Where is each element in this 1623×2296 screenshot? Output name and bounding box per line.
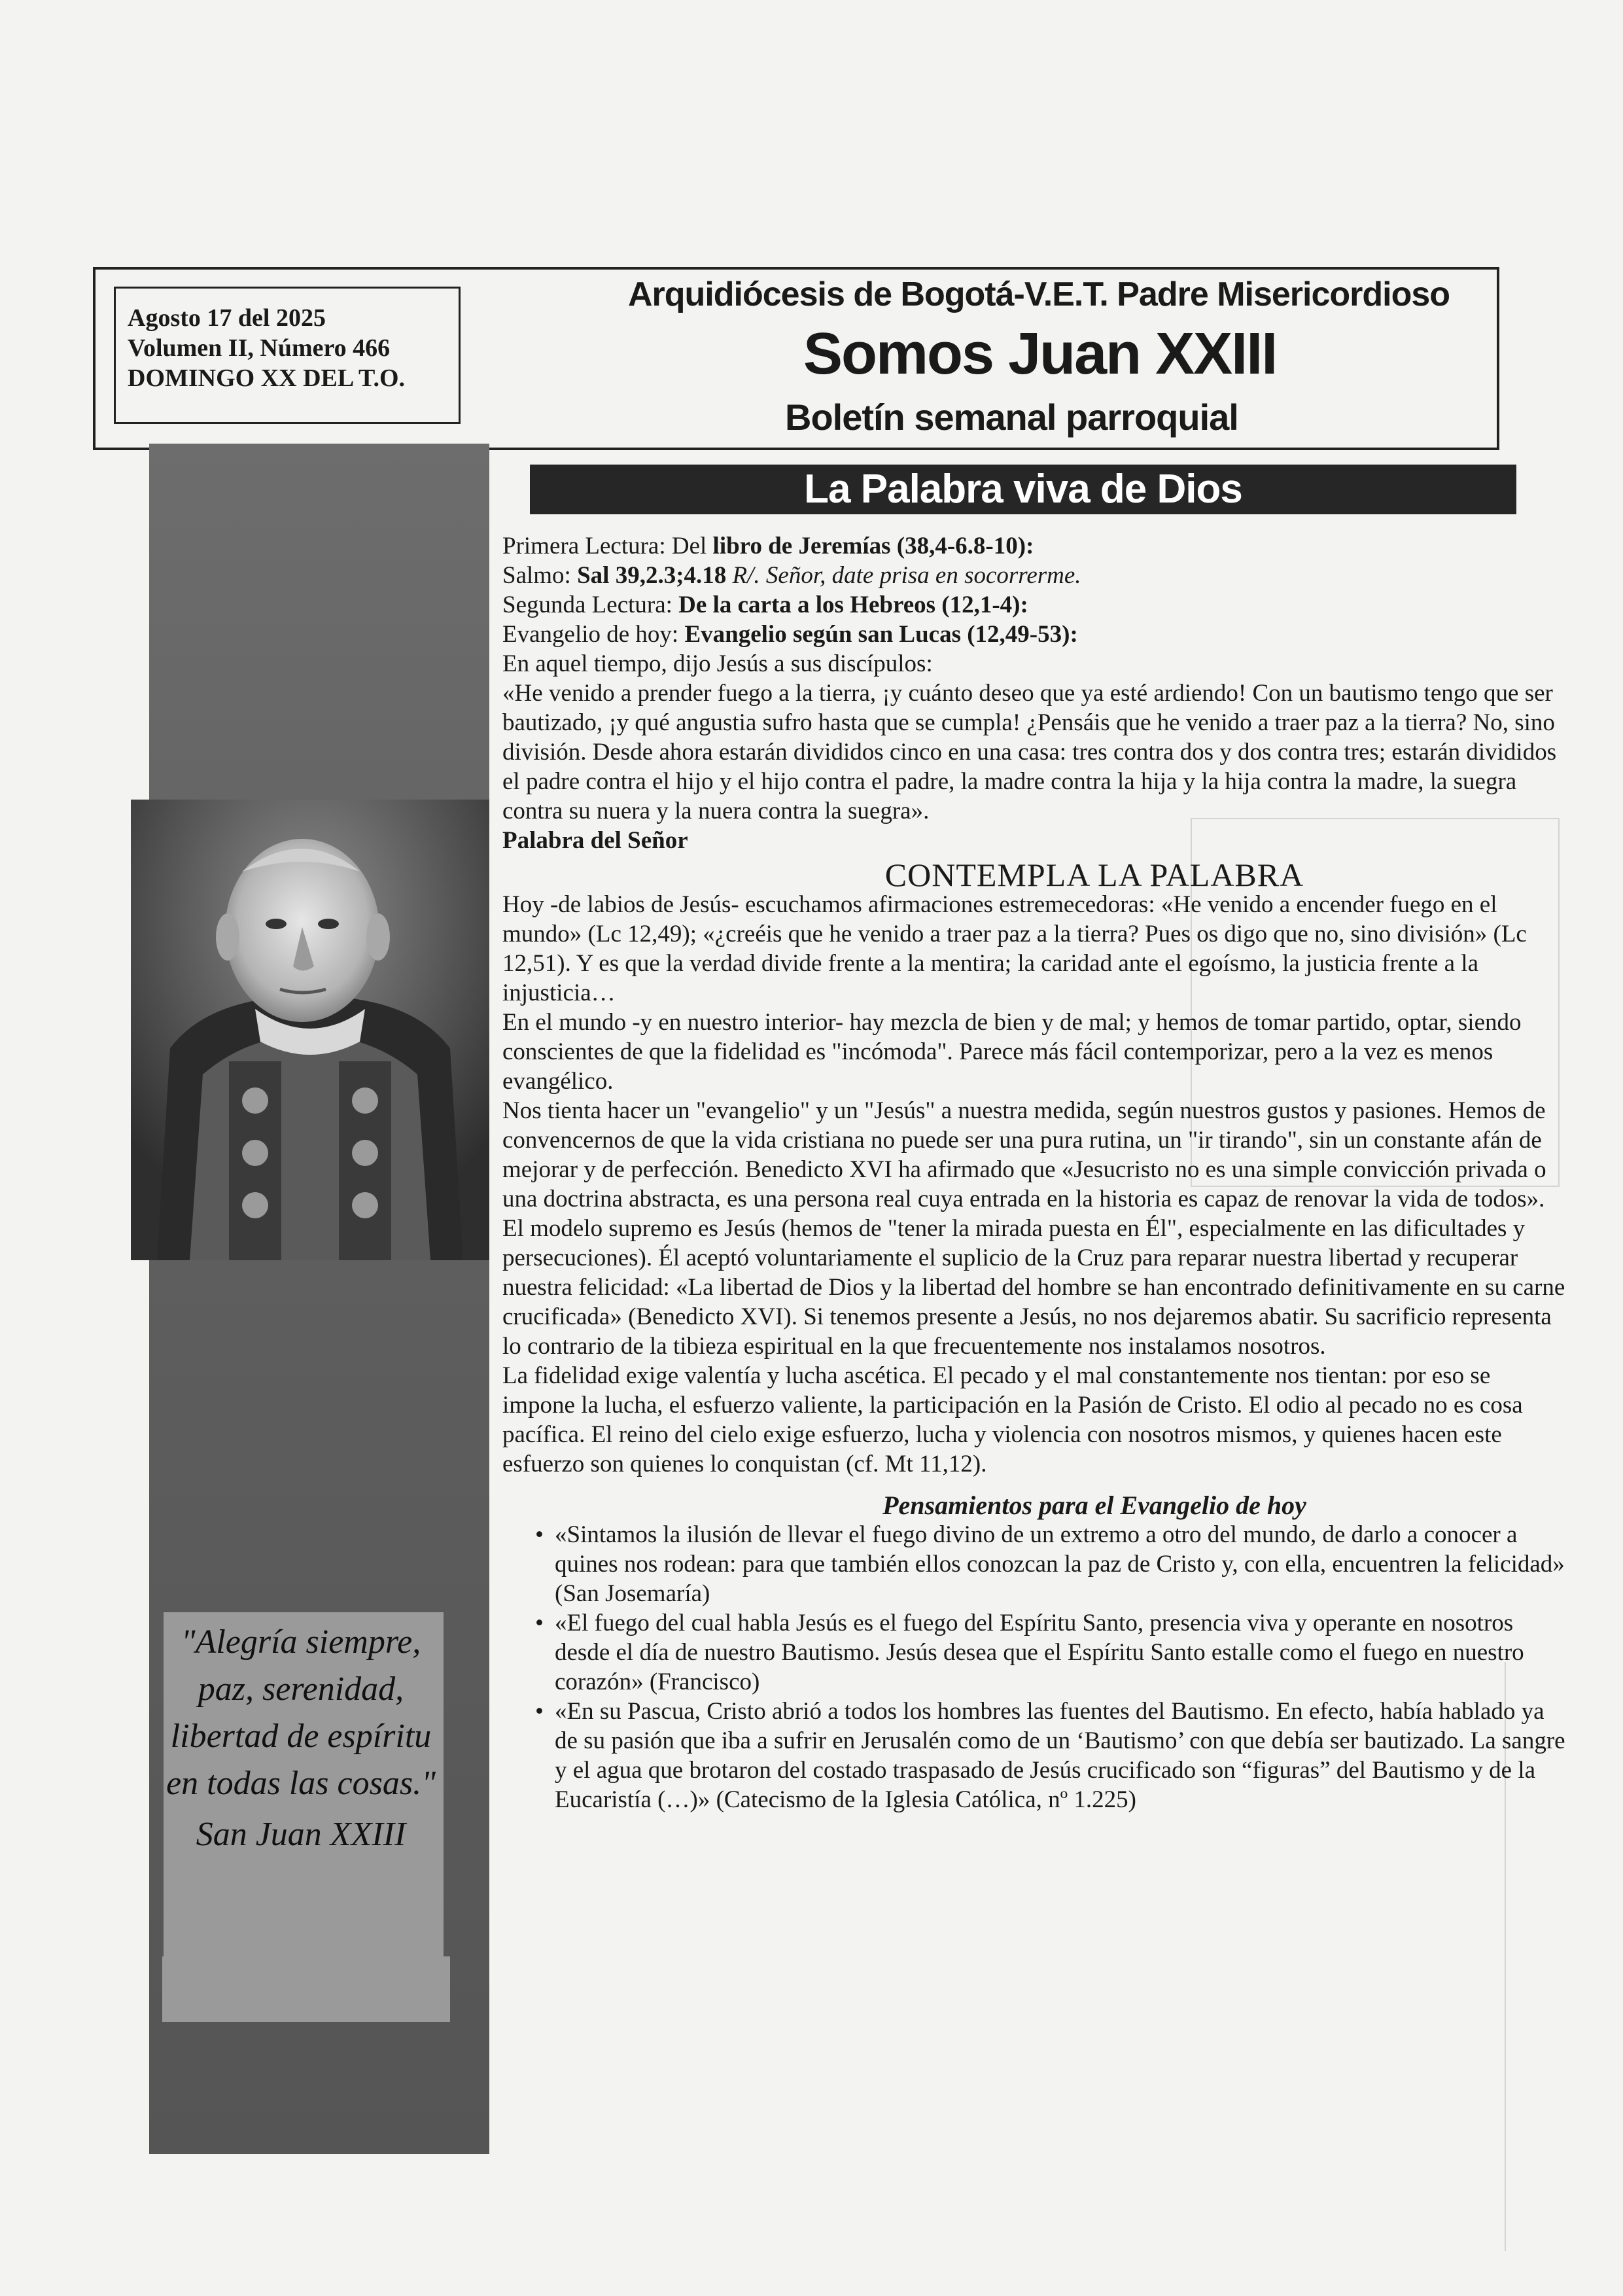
list-item: • «En su Pascua, Cristo abrió a todos los hombres las fuentes del Bautismo. En efecto, había hablado ya de su pasión que iba a sufrir en Jerusalén como de un ‘Bautismo’ con que debía ser bautizado. La sangre y el agua que brotaron del costado traspasado de Jesús crucificado son “figuras” del Bautismo y de la Eucaristía (…)» (Catecismo de la Iglesia Católica, nº 1.225) — [502, 1697, 1569, 1814]
psalm-response: R/. Señor, date prisa en socorrerme. — [726, 562, 1081, 589]
issue-volume: Volumen II, Número 466 — [128, 334, 391, 362]
contempla-heading: CONTEMPLA LA PALABRA — [884, 857, 1304, 893]
contempla-paragraph: En el mundo -y en nuestro interior- hay mezcla de bien y de mal; y hemos de tomar partido, optar, siendo conscientes de que la fidelidad es "incómoda". Parece más fácil contemporizar, pero a la vez es menos evangélico. — [502, 1009, 1522, 1095]
second-reading-label: Segunda Lectura: — [502, 592, 679, 618]
first-reading-ref: libro de Jeremías (38,4-6.8-10): — [712, 533, 1034, 559]
quote-background — [162, 1956, 450, 2022]
gospel-ref: Evangelio según san Lucas (12,49-53): — [684, 621, 1078, 648]
first-reading-label: Primera Lectura: Del — [502, 533, 713, 559]
list-item: • «El fuego del cual habla Jesús es el fuego del Espíritu Santo, presencia viva y operante en nosotros desde el día de nuestro Bautismo. Jesús desea que el Espíritu Santo estalle como el fuego en nuestro corazón» (Francisco) — [502, 1608, 1569, 1697]
portrait-image — [131, 800, 489, 1260]
gospel-closing — [502, 826, 1569, 855]
bulletin-title: Somos Juan XXIII — [803, 321, 1277, 387]
psalm-ref: Sal 39,2.3;4.18 — [577, 562, 727, 589]
bulletin-subtitle: Boletín semanal parroquial — [785, 397, 1238, 438]
contempla-paragraph: El modelo supremo es Jesús (hemos de "tener la mirada puesta en Él", especialmente en las dificultades y persecuciones). Él aceptó voluntariamente el suplicio de la Cruz para reparar nuestra libertad y recuperar nuestra felicidad: «La libertad de Dios y la libertad del hombre se han encontrado definitivamente en su carne crucificada» (Benedicto XVI). Si tenemos presente a Jesús, no nos dejaremos abatir. Su sacrificio representa lo contrario de la tibieza espiritual en la que frecuentemente nos instalamos nosotros. — [502, 1215, 1565, 1360]
contempla-paragraph: Hoy -de labios de Jesús- escuchamos afirmaciones estremecedoras: «He venido a encender fuego en el mundo» (Lc 12,49); «¿creéis que he venido a traer paz a la tierra? Pues os digo que no, sino división» (Lc 12,51). Y es que la verdad divide frente a la mentira; la caridad ante el egoísmo, la justicia frente a la injusticia… — [502, 891, 1527, 1006]
second-reading-ref: De la carta a los Hebreos (12,1-4): — [678, 592, 1028, 618]
gospel-intro: En aquel tiempo, dijo Jesús a sus discípulos: — [502, 650, 933, 677]
gospel-closing-text: Palabra del Señor — [502, 827, 688, 854]
pensamientos-heading: Pensamientos para el Evangelio de hoy — [882, 1491, 1306, 1520]
first-reading — [502, 531, 1569, 561]
issue-sunday: DOMINGO XX DEL T.O. — [128, 364, 406, 392]
pensamientos-list — [502, 1520, 1569, 1814]
portrait-drawing — [131, 800, 489, 1260]
quote-author: San Juan XXIII — [196, 1816, 406, 1853]
contempla-paragraph: Nos tienta hacer un "evangelio" y un "Jesús" a nuestra medida, según nuestros gustos y pasiones. Hemos de convencernos de que la vida cristiana no puede ser una pura rutina, un "ir tirando", sin un constante afán de mejorar y de perfección. Benedicto XVI ha afirmado que «Jesucristo no es una simple convicción privada o una doctrina abstracta, es una persona real cuya entrada en la historia es capaz de renovar la vida de todos». — [502, 1097, 1546, 1212]
gospel-text: «He venido a prender fuego a la tierra, ¡y cuánto deseo que ya esté ardiendo! Con un bautismo tengo que ser bautizado, ¡y qué angustia sufro hasta que se cumpla! ¿Pensáis que he venido a traer paz a la tierra? No, sino división. Desde ahora estarán divididos cinco en una casa: tres contra dos y dos contra tres; estarán divididos el padre contra el hijo y el hijo contra el padre, la madre contra la hija y la hija contra la madre, la suegra contra su nuera y la nuera contra la suegra». — [502, 680, 1557, 824]
contempla-paragraph: La fidelidad exige valentía y lucha ascética. El pecado y el mal constantemente nos tientan: por eso se impone la lucha, el esfuerzo valiente, la participación en la Pasión de Cristo. El odio al pecado no es cosa pacífica. El reino del cielo exige esfuerzo, lucha y violencia con nosotros mismos, y quienes hacen este esfuerzo son quienes lo conquistan (cf. Mt 11,12). — [502, 1362, 1523, 1477]
psalm-label: Salmo: — [502, 562, 578, 589]
psalm — [502, 561, 1569, 590]
archdiocese-name: Arquidiócesis de Bogotá-V.E.T. Padre Misericordioso — [628, 275, 1450, 313]
quote-text: "Alegría siempre, paz, serenidad, libertad de espíritu en todas las cosas." — [166, 1623, 436, 1802]
main-content — [502, 531, 1569, 1814]
section-title: La Palabra viva de Dios — [530, 465, 1516, 514]
gospel — [502, 620, 1569, 649]
saint-quote — [164, 1619, 438, 1858]
list-item: • «Sintamos la ilusión de llevar el fuego divino de un extremo a otro del mundo, de darlo a conocer a quines nos rodean: para que también ellos conozcan la paz de Cristo y, con ella, encuentren la felicidad» (San Josemaría) — [502, 1520, 1569, 1608]
issue-date: Agosto 17 del 2025 — [128, 304, 326, 332]
issue-info-box — [114, 287, 461, 424]
gospel-label: Evangelio de hoy: — [502, 621, 685, 648]
second-reading — [502, 590, 1569, 620]
